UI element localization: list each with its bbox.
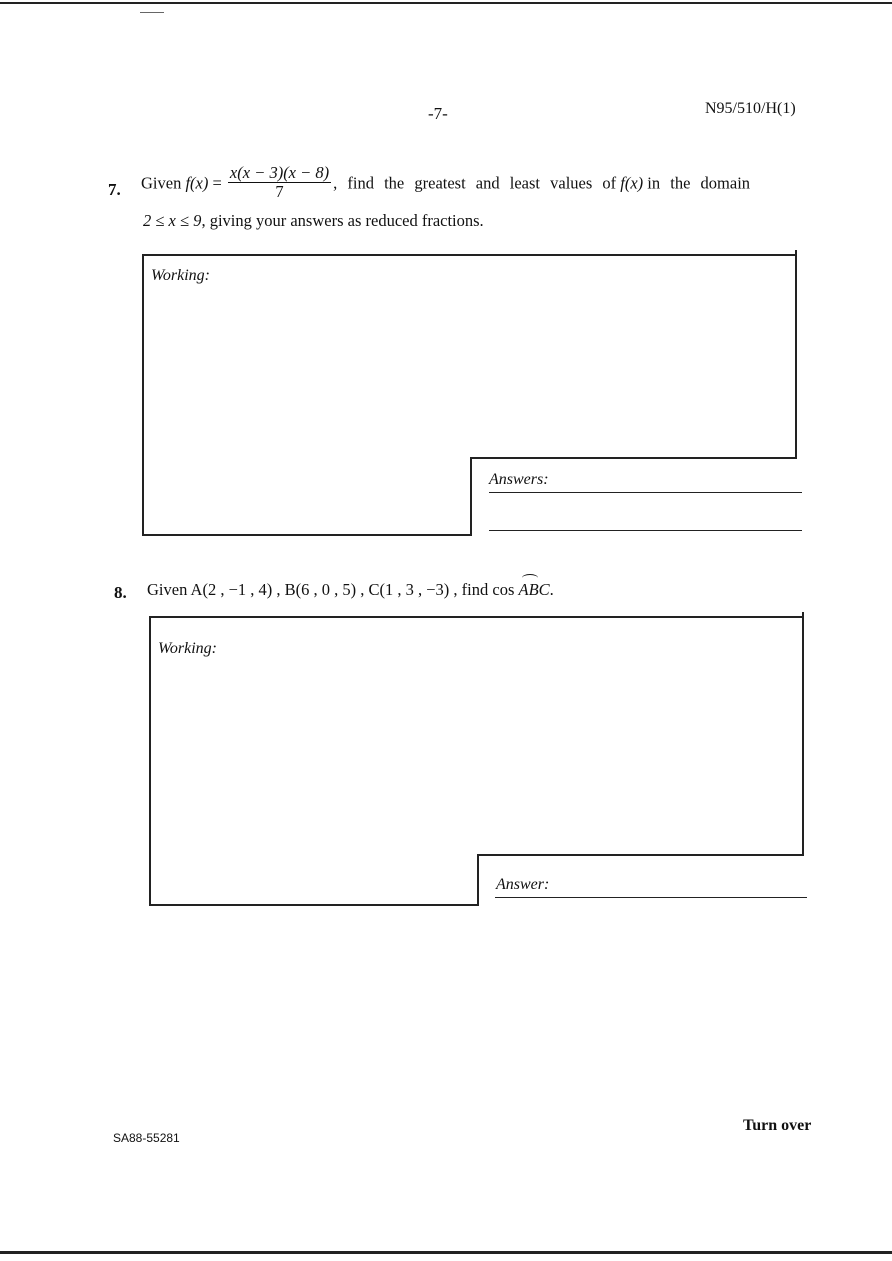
q7-answers-label: Answers: bbox=[489, 471, 549, 488]
question-8-text bbox=[147, 579, 554, 601]
q7-box-step-vertical bbox=[470, 457, 472, 536]
q7-box-right bbox=[795, 250, 797, 458]
q7-function: f(x) bbox=[185, 173, 209, 193]
q8-answer-label: Answer: bbox=[496, 876, 550, 893]
q8-working-label: Working: bbox=[158, 640, 217, 657]
q8-box-step-vertical bbox=[477, 854, 479, 906]
q7-rest: , find the greatest and least values of bbox=[333, 173, 617, 193]
q7-working-label: Working: bbox=[151, 267, 210, 284]
q7-box-step bbox=[470, 457, 797, 459]
q7-numerator: x(x − 3)(x − 8) bbox=[229, 163, 330, 182]
q7-domain: 2 ≤ x ≤ 9 bbox=[143, 211, 202, 230]
question-8-number: 8. bbox=[114, 583, 127, 602]
q7-box-left bbox=[142, 254, 144, 536]
q7-denominator: 7 bbox=[275, 182, 284, 201]
q7-answer-line-1[interactable] bbox=[489, 492, 802, 493]
turn-over: Turn over bbox=[743, 1117, 812, 1134]
page-number: -7- bbox=[428, 104, 448, 123]
paper-code: N95/510/H(1) bbox=[705, 100, 796, 117]
q7-answer-line-2[interactable] bbox=[489, 530, 802, 531]
q7-function-2: f(x) bbox=[620, 173, 644, 193]
q7-given: Given bbox=[141, 173, 182, 193]
question-7-number: 7. bbox=[108, 180, 121, 199]
q8-box-step bbox=[477, 854, 804, 856]
q8-box-top bbox=[149, 616, 803, 618]
page-bottom-edge bbox=[0, 1251, 892, 1254]
footer-code: SA88-55281 bbox=[113, 1131, 180, 1145]
q8-statement: Given A(2 , −1 , 4) , B(6 , 0 , 5) , C(1 , 3 , −3) , find cos bbox=[147, 580, 515, 599]
q8-box-right bbox=[802, 612, 804, 854]
q8-angle: ABC bbox=[518, 580, 550, 599]
page-top-edge bbox=[0, 2, 892, 4]
q7-fraction bbox=[228, 164, 331, 201]
q8-end: . bbox=[549, 580, 554, 599]
q8-box-bottom bbox=[149, 904, 479, 906]
q7-box-bottom bbox=[142, 534, 472, 536]
q7-equals: = bbox=[212, 173, 222, 193]
scan-mark bbox=[140, 12, 164, 13]
question-7-line-1 bbox=[141, 163, 801, 203]
q7-box-top bbox=[142, 254, 796, 256]
question-7-line-2 bbox=[143, 210, 484, 232]
q8-answer-line[interactable] bbox=[495, 897, 807, 898]
q7-rest-2: in the domain bbox=[647, 173, 751, 193]
q7-line-2-rest: , giving your answers as reduced fractions. bbox=[201, 211, 484, 230]
q8-box-left bbox=[149, 616, 151, 906]
